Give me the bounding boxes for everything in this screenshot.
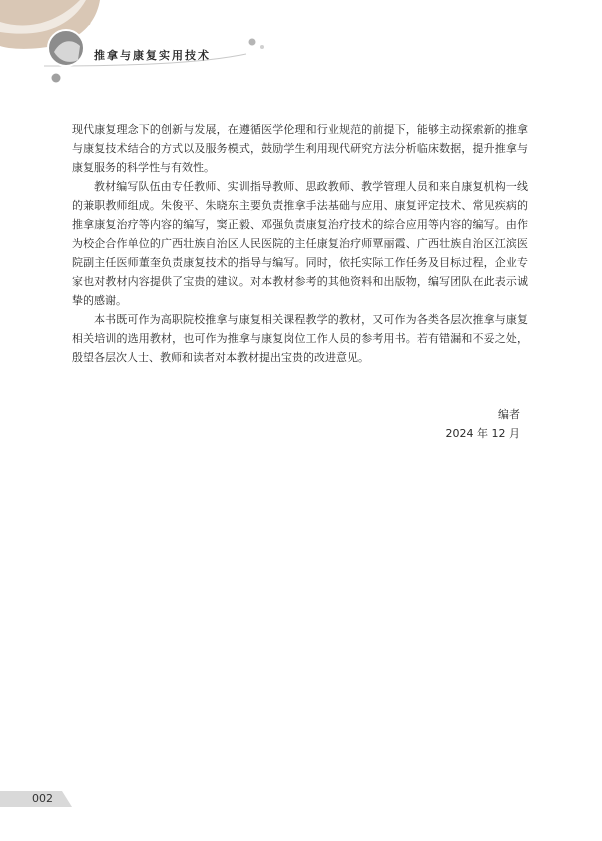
gray-dot-large [52,74,61,83]
paragraph-3: 本书既可作为高职院校推拿与康复相关课程教学的教材，又可作为各类各层次推拿与康复相关培训的选用教材，也可作为推拿与康复岗位工作人员的参考用书。若有错漏和不妥之处，殷望各层次人士、教师和读者对本教材提出宝贵的改进意见。 [72,313,528,364]
gray-dot-small [249,39,256,46]
signature-block [446,405,520,443]
tan-dot [86,21,91,26]
author-label: 编者 [498,408,520,421]
paragraph-2: 教材编写队伍由专任教师、实训指导教师、思政教师、教学管理人员和来自康复机构一线的兼职教师组成。朱俊平、朱晓东主要负责推拿手法基础与应用、康复评定技术、常见疾病的推拿康复治疗等内容的编写，窦正毅、邓强负责康复治疗技术的综合应用等内容的编写。由作为校企合作单位的广西壮族自治区人民医院的主任康复治疗师覃丽霞、广西壮族自治区江滨医院副主任医师董奎负责康复技术的指导与编写。同时，依托实际工作任务及目标过程，企业专家也对教材内容提供了宝贵的建议。对本教材参考的其他资料和出版物，编写团队在此表示诚挚的感谢。 [72,180,528,307]
page-number: 002 [32,792,53,805]
date-label: 2024 年 12 月 [445,427,520,440]
book-title: 推拿与康复实用技术 [94,49,211,62]
paragraph-1: 现代康复理念下的创新与发展，在遵循医学伦理和行业规范的前提下，能够主动探索新的推拿与康复技术结合的方式以及服务模式，鼓励学生利用现代研究方法分析临床数据，提升推拿与康复服务的科学性与有效性。 [72,123,528,174]
gray-dot-tiny [260,45,264,49]
preface-body [72,120,528,367]
